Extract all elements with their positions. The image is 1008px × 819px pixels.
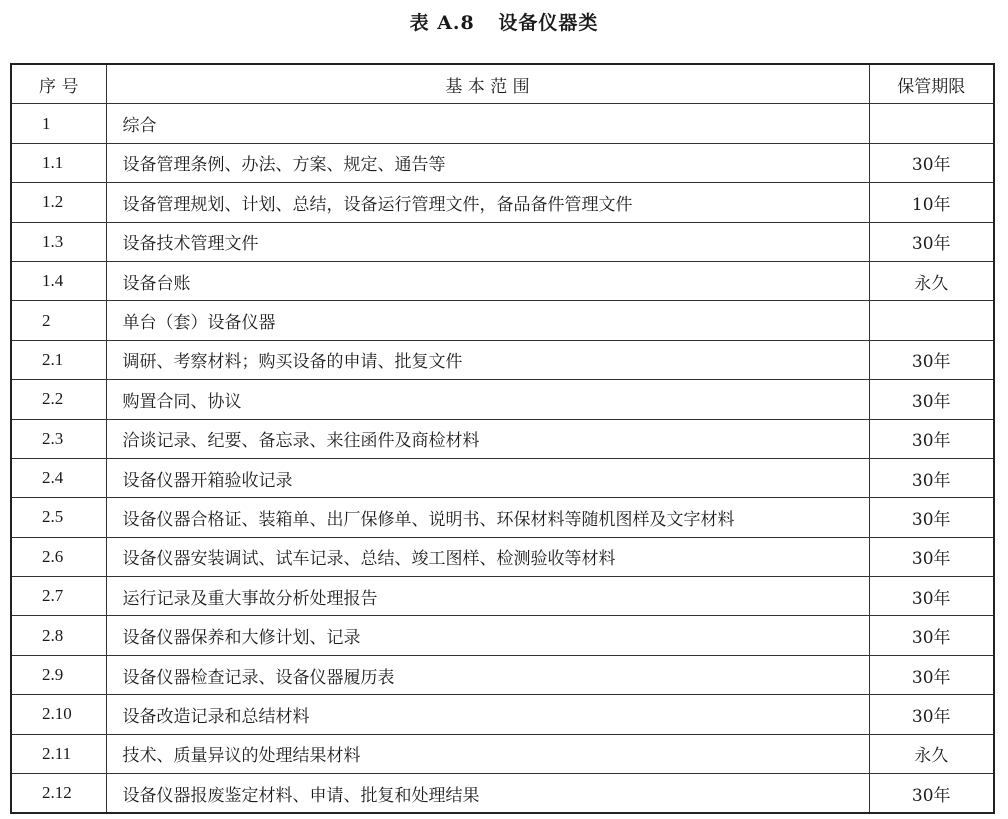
row-number: 2.11 (11, 734, 106, 773)
row-scope: 综合 (106, 104, 869, 143)
row-scope: 洽谈记录、纪要、备忘录、来往函件及商检材料 (106, 419, 869, 458)
row-number: 2.9 (11, 655, 106, 694)
table-row (11, 380, 994, 419)
row-number: 2.4 (11, 458, 106, 497)
row-number: 1 (11, 104, 106, 143)
row-period (869, 104, 994, 143)
row-scope: 技术、质量异议的处理结果材料 (106, 734, 869, 773)
row-number: 2.12 (11, 774, 106, 814)
row-number: 2.2 (11, 380, 106, 419)
row-number: 2.10 (11, 695, 106, 734)
table-row (11, 577, 994, 616)
row-period: 30年 (869, 577, 994, 616)
row-scope: 设备仪器报废鉴定材料、申请、批复和处理结果 (106, 774, 869, 814)
row-number: 2.3 (11, 419, 106, 458)
row-number: 1.2 (11, 183, 106, 222)
row-scope: 运行记录及重大事故分析处理报告 (106, 577, 869, 616)
row-scope: 设备管理条例、办法、方案、规定、通告等 (106, 143, 869, 182)
row-period (869, 301, 994, 340)
row-number: 2.7 (11, 577, 106, 616)
row-period: 30年 (869, 143, 994, 182)
header-row (11, 64, 994, 104)
row-scope: 设备仪器保养和大修计划、记录 (106, 616, 869, 655)
row-scope: 单台（套）设备仪器 (106, 301, 869, 340)
table-title (0, 8, 1008, 35)
row-period: 永久 (869, 734, 994, 773)
table-row (11, 695, 994, 734)
row-scope: 设备管理规划、计划、总结，设备运行管理文件，备品备件管理文件 (106, 183, 869, 222)
row-period: 10年 (869, 183, 994, 222)
table-row (11, 774, 994, 814)
row-period: 30年 (869, 222, 994, 261)
row-period: 30年 (869, 537, 994, 576)
row-scope: 购置合同、协议 (106, 380, 869, 419)
row-scope: 设备仪器合格证、装箱单、出厂保修单、说明书、环保材料等随机图样及文字材料 (106, 498, 869, 537)
row-scope: 设备技术管理文件 (106, 222, 869, 261)
table-row (11, 143, 994, 182)
row-scope: 调研、考察材料；购买设备的申请、批复文件 (106, 340, 869, 379)
row-period: 30年 (869, 498, 994, 537)
row-number: 2 (11, 301, 106, 340)
row-period: 永久 (869, 261, 994, 300)
table-row (11, 301, 994, 340)
table-row (11, 419, 994, 458)
table-row (11, 458, 994, 497)
retention-table (10, 63, 995, 814)
row-period: 30年 (869, 458, 994, 497)
row-number: 2.6 (11, 537, 106, 576)
table-row (11, 222, 994, 261)
row-period: 30年 (869, 774, 994, 814)
header-scope: 基 本 范 围 (106, 64, 869, 104)
row-scope: 设备台账 (106, 261, 869, 300)
table-row (11, 261, 994, 300)
row-number: 1.3 (11, 222, 106, 261)
row-scope: 设备仪器检查记录、设备仪器履历表 (106, 655, 869, 694)
row-number: 2.1 (11, 340, 106, 379)
row-number: 2.5 (11, 498, 106, 537)
table-caption: 设备仪器类 (498, 12, 599, 34)
table-row (11, 498, 994, 537)
row-period: 30年 (869, 380, 994, 419)
row-period: 30年 (869, 616, 994, 655)
row-period: 30年 (869, 340, 994, 379)
row-period: 30年 (869, 655, 994, 694)
header-no: 序 号 (11, 64, 106, 104)
table-number: 表 A.8 (409, 12, 475, 34)
row-scope: 设备改造记录和总结材料 (106, 695, 869, 734)
table-row (11, 734, 994, 773)
table-row (11, 655, 994, 694)
table-row (11, 537, 994, 576)
row-number: 1.4 (11, 261, 106, 300)
header-period: 保管期限 (869, 64, 994, 104)
table-row (11, 183, 994, 222)
table-row (11, 104, 994, 143)
row-period: 30年 (869, 695, 994, 734)
row-scope: 设备仪器开箱验收记录 (106, 458, 869, 497)
row-period: 30年 (869, 419, 994, 458)
table-row (11, 616, 994, 655)
row-scope: 设备仪器安装调试、试车记录、总结、竣工图样、检测验收等材料 (106, 537, 869, 576)
table-row (11, 340, 994, 379)
row-number: 1.1 (11, 143, 106, 182)
row-number: 2.8 (11, 616, 106, 655)
